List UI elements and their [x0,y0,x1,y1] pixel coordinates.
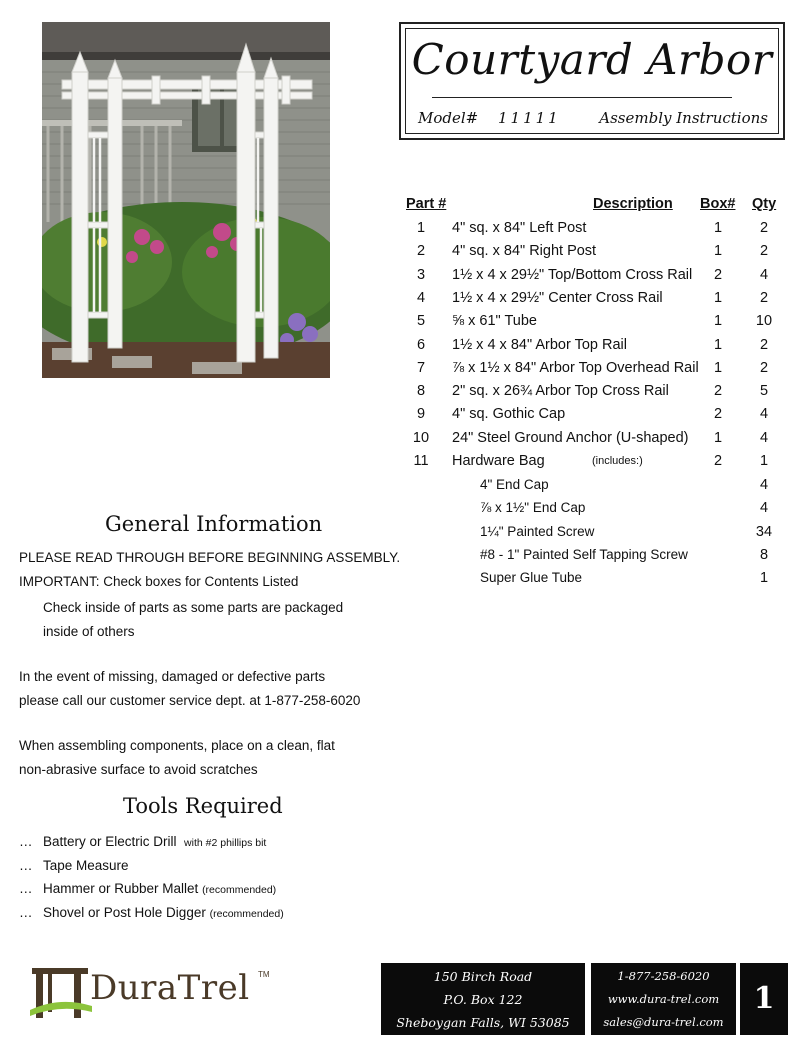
header-qty: Qty [752,196,777,212]
part-qty: 2 [759,243,769,260]
tool-label: Hammer or Rubber Mallet [43,881,199,896]
general-info-block [19,546,400,781]
info-line: non-abrasive surface to avoid scratches [19,761,258,777]
part-number: 5 [416,313,426,330]
info-line: please call our customer service dept. at 1-877-258-6020 [19,692,361,708]
footer-contact [591,963,736,1035]
address-line: P.O. Box 122 [443,992,523,1007]
part-description: Hardware Bag [452,453,545,469]
hardware-qty: 4 [759,477,769,493]
tool-label: Shovel or Post Hole Digger [43,904,206,920]
hardware-item [400,570,790,592]
part-number: 9 [416,406,426,423]
title-box-inner-border [405,28,779,134]
part-qty: 2 [759,359,769,376]
part-qty: 5 [759,383,769,400]
table-row [400,313,790,335]
part-number: 1 [416,220,426,236]
duratrel-logo [30,962,290,1022]
contact-email: sales@dura-trel.com [603,1015,724,1029]
part-number: 8 [416,383,426,400]
table-row [400,406,790,428]
hardware-qty: 8 [759,546,769,563]
info-line: PLEASE READ THROUGH BEFORE BEGINNING ASSEMBLY. [19,550,401,565]
part-number: 6 [416,336,426,353]
title-box [399,22,785,140]
tool-note: (recommended) [202,884,277,896]
bullet: … [19,834,33,849]
part-description: 2" sq. x 26¾ Arbor Top Cross Rail [452,383,669,400]
header-box: Box# [700,196,736,212]
document-title: Courtyard Arbor [411,35,773,84]
tool-note: with #2 phillips bit [184,837,267,849]
part-box: 1 [713,243,723,260]
hardware-qty: 1 [759,570,769,587]
brand-name: DuraTrel [90,968,250,1008]
contact-website: www.dura-trel.com [607,992,720,1006]
hardware-description: ⅞ x 1½" End Cap [480,500,586,516]
part-qty: 4 [759,406,769,423]
model-number: 11111 [498,109,561,127]
table-row [400,267,790,289]
part-box: 2 [713,406,723,423]
table-row [400,430,790,452]
table-row [400,453,790,475]
part-box: 1 [713,313,723,330]
document-type: Assembly Instructions [599,109,768,127]
tool-item [19,830,284,854]
part-description: 1½ x 4 x 29½" Top/Bottom Cross Rail [452,266,693,283]
tool-item [19,877,284,901]
tools-list [19,830,284,924]
part-description: 4" sq. Gothic Cap [452,406,566,423]
hardware-item [400,477,790,499]
table-row [400,337,790,359]
info-line: inside of others [43,623,135,639]
part-qty: 4 [759,429,769,446]
part-qty: 2 [759,289,769,306]
info-line: When assembling components, place on a clean, flat [19,738,335,753]
part-description: 1½ x 4 x 29½" Center Cross Rail [452,289,663,306]
part-description: 4" sq. x 84" Left Post [452,220,587,236]
bullet: … [19,857,33,873]
part-qty: 1 [759,453,769,469]
part-qty: 4 [759,266,769,283]
part-box: 1 [713,220,723,236]
part-qty: 2 [759,336,769,353]
address-line: 150 Birch Road [433,969,533,984]
tools-heading: Tools Required [123,794,283,818]
header-part-number: Part # [406,196,447,212]
tool-label: Battery or Electric Drill [43,834,177,849]
part-description: 1½ x 4 x 84" Arbor Top Rail [452,336,627,353]
table-row [400,220,790,242]
hardware-item [400,524,790,546]
info-line: In the event of missing, damaged or defective parts [19,669,326,684]
page-number: 1 [740,963,788,1035]
hardware-description: 1¼" Painted Screw [480,523,595,539]
bullet: … [19,904,33,920]
hardware-qty: 34 [755,523,773,540]
model-label: Model# [418,109,479,127]
address-line: Sheboygan Falls, WI 53085 [396,1015,570,1030]
info-line: IMPORTANT: Check boxes for Contents Listed [19,573,299,589]
includes-note: (includes:) [592,455,643,467]
part-box: 1 [713,336,723,353]
part-number: 11 [413,453,429,469]
table-row [400,290,790,312]
part-box: 2 [713,453,723,469]
part-number: 4 [416,289,426,306]
hardware-item [400,500,790,522]
tool-item [19,901,284,925]
part-box: 2 [713,266,723,283]
hardware-qty: 4 [759,500,769,517]
part-number: 2 [416,243,426,260]
table-row [400,360,790,382]
part-description: ⅝ x 61" Tube [452,313,537,330]
hardware-description: Super Glue Tube [480,570,583,586]
tool-note: (recommended) [209,907,284,920]
part-description: 24" Steel Ground Anchor (U-shaped) [452,429,689,446]
part-number: 7 [416,359,426,376]
hardware-description: 4" End Cap [480,477,549,492]
part-description: 4" sq. x 84" Right Post [452,243,597,260]
part-number: 10 [412,429,430,446]
hardware-description: #8 - 1" Painted Self Tapping Screw [480,546,688,562]
bullet: … [19,881,33,896]
tool-label: Tape Measure [43,857,129,873]
table-row [400,243,790,265]
trademark: TM [258,970,270,979]
hardware-item [400,547,790,569]
part-description: ⅞ x 1½ x 84" Arbor Top Overhead Rail [452,359,699,376]
info-line: Check inside of parts as some parts are packaged [43,600,344,615]
part-box: 1 [713,429,723,446]
part-qty: 10 [755,313,773,330]
part-box: 1 [713,289,723,306]
tool-item [19,854,284,878]
part-qty: 2 [759,220,769,236]
part-box: 2 [713,383,723,400]
part-box: 1 [713,359,723,376]
header-description: Description [593,196,673,212]
footer-address [381,963,585,1035]
title-divider [432,97,732,98]
contact-phone: 1-877-258-6020 [617,969,710,983]
table-row [400,383,790,405]
product-photo [42,22,330,378]
part-number: 3 [416,266,426,283]
general-info-heading: General Information [105,512,323,536]
